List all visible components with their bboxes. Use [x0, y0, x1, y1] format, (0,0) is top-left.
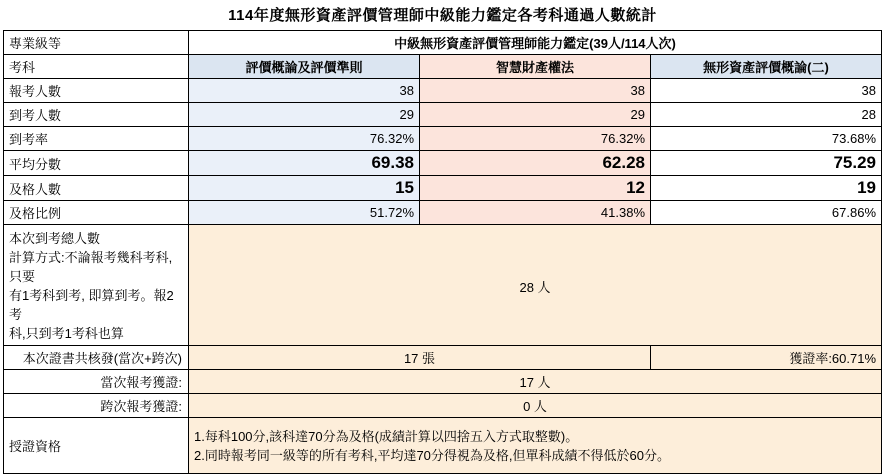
table-row-cross — [4, 394, 882, 418]
total-label-line1: 本次到考總人數 — [9, 231, 101, 246]
row-value: 12 — [420, 176, 651, 201]
row-label: 報考人數 — [4, 79, 189, 103]
row-label: 到考人數 — [4, 103, 189, 127]
certificate-value: 17 張 — [189, 346, 651, 370]
table-row-total — [4, 225, 882, 346]
table-row-qualification — [4, 418, 882, 474]
qualification-text — [189, 418, 882, 474]
table-row — [4, 103, 882, 127]
level-label: 專業級等 — [4, 31, 189, 55]
row-value: 76.32% — [189, 127, 420, 151]
table-row — [4, 79, 882, 103]
certificate-label: 本次證書共核發(當次+跨次) — [4, 346, 189, 370]
row-label: 及格比例 — [4, 201, 189, 225]
table-row-subjects — [4, 55, 882, 79]
row-value: 15 — [189, 176, 420, 201]
row-value: 38 — [651, 79, 882, 103]
qualification-line1: 1.每科100分,該科達70分為及格(成績計算以四捨五入方式取整數)。 — [194, 428, 579, 444]
statistics-table — [3, 30, 882, 474]
table-row-level — [4, 31, 882, 55]
row-value: 73.68% — [651, 127, 882, 151]
total-label-line4: 科,只到考1考科也算 — [9, 326, 124, 341]
table-row — [4, 151, 882, 176]
subject-header-2: 智慧財產權法 — [420, 55, 651, 79]
total-label-line2: 計算方式:不論報考幾科考科,只要 — [9, 250, 173, 284]
subject-label: 考科 — [4, 55, 189, 79]
table-row — [4, 127, 882, 151]
row-value: 51.72% — [189, 201, 420, 225]
table-row-current — [4, 370, 882, 394]
table-row — [4, 201, 882, 225]
row-value: 28 — [651, 103, 882, 127]
current-value: 17 人 — [189, 370, 882, 394]
row-label: 平均分數 — [4, 151, 189, 176]
total-label — [4, 225, 189, 346]
subject-header-3: 無形資產評價概論(二) — [651, 55, 882, 79]
row-label: 到考率 — [4, 127, 189, 151]
row-value: 69.38 — [189, 151, 420, 176]
row-value: 38 — [189, 79, 420, 103]
row-label: 及格人數 — [4, 176, 189, 201]
row-value: 29 — [420, 103, 651, 127]
row-value: 41.38% — [420, 201, 651, 225]
total-label-line3: 有1考科到考, 即算到考。報2考 — [9, 288, 174, 322]
page-title: 114年度無形資產評價管理師中級能力鑑定各考科通過人數統計 — [228, 7, 657, 24]
certificate-rate: 獲證率:60.71% — [651, 346, 882, 370]
current-label: 當次報考獲證: — [4, 370, 189, 394]
subject-header-1: 評價概論及評價準則 — [189, 55, 420, 79]
row-value: 62.28 — [420, 151, 651, 176]
qualification-line2: 2.同時報考同一級等的所有考科,平均達70分得視為及格,但單科成績不得低於60分。 — [194, 447, 670, 463]
table-row — [4, 176, 882, 201]
cross-label: 跨次報考獲證: — [4, 394, 189, 418]
table-row-certificates — [4, 346, 882, 370]
qualification-label: 授證資格 — [4, 418, 189, 474]
row-value: 38 — [420, 79, 651, 103]
row-value: 19 — [651, 176, 882, 201]
level-value: 中級無形資產評價管理師能力鑑定(39人/114人次) — [189, 31, 882, 55]
row-value: 75.29 — [651, 151, 882, 176]
total-value: 28 人 — [189, 225, 882, 346]
cross-value: 0 人 — [189, 394, 882, 418]
row-value: 76.32% — [420, 127, 651, 151]
row-value: 29 — [189, 103, 420, 127]
row-value: 67.86% — [651, 201, 882, 225]
